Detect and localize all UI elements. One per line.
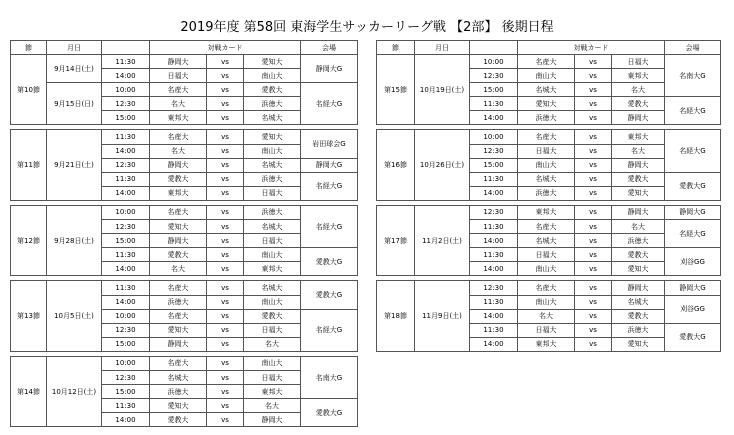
kickoff-time: 11:30 <box>102 399 150 413</box>
away-team: 南山大 <box>244 144 301 158</box>
vs-label: vs <box>207 413 244 427</box>
kickoff-time: 14:00 <box>470 234 518 248</box>
vs-label: vs <box>207 309 244 323</box>
away-team: 名城大 <box>612 295 665 309</box>
away-team: 愛知大 <box>612 337 665 351</box>
home-team: 名産大 <box>150 205 207 219</box>
kickoff-time: 12:30 <box>102 220 150 234</box>
vs-label: vs <box>207 130 244 144</box>
home-team: 愛知大 <box>518 97 575 111</box>
vs-label: vs <box>207 323 244 337</box>
vs-label: vs <box>207 144 244 158</box>
vs-label: vs <box>207 205 244 219</box>
away-team: 日福大 <box>244 370 301 384</box>
kickoff-time: 14:00 <box>102 69 150 83</box>
table-header-row <box>11 41 358 55</box>
home-team: 静岡大 <box>150 55 207 69</box>
round-label: 第12節 <box>11 205 47 275</box>
match-date: 11月9日(土) <box>415 281 470 351</box>
schedule-table-right <box>376 40 721 352</box>
vs-label: vs <box>207 158 244 172</box>
kickoff-time: 15:00 <box>470 158 518 172</box>
away-team: 日福大 <box>612 55 665 69</box>
venue: 名経大G <box>301 205 358 247</box>
vs-label: vs <box>575 83 612 97</box>
away-team: 日福大 <box>244 186 301 200</box>
vs-label: vs <box>207 399 244 413</box>
venue: 名経大G <box>301 172 358 200</box>
home-team: 東邦大 <box>518 337 575 351</box>
kickoff-time: 14:00 <box>102 413 150 427</box>
kickoff-time: 12:30 <box>470 69 518 83</box>
home-team: 名城大 <box>518 83 575 97</box>
match-date: 9月15日(日) <box>47 83 102 125</box>
vs-label: vs <box>207 356 244 370</box>
home-team: 名産大 <box>518 55 575 69</box>
vs-label: vs <box>575 111 612 125</box>
match-date: 10月12日(土) <box>47 356 102 426</box>
match-date: 9月28日(土) <box>47 205 102 275</box>
header-round: 節 <box>377 41 415 55</box>
away-team: 南山大 <box>244 248 301 262</box>
kickoff-time: 10:00 <box>102 309 150 323</box>
vs-label: vs <box>207 97 244 111</box>
away-team: 愛教大 <box>612 172 665 186</box>
home-team: 浜徳大 <box>150 385 207 399</box>
away-team: 名城大 <box>244 220 301 234</box>
away-team: 浜徳大 <box>612 323 665 337</box>
vs-label: vs <box>575 172 612 186</box>
match-row <box>11 130 358 144</box>
home-team: 名産大 <box>150 309 207 323</box>
kickoff-time: 14:00 <box>102 295 150 309</box>
home-team: 南山大 <box>518 158 575 172</box>
away-team: 南山大 <box>244 295 301 309</box>
vs-label: vs <box>575 158 612 172</box>
home-team: 日福大 <box>518 323 575 337</box>
venue: 静岡大G <box>665 205 721 219</box>
away-team: 愛教大 <box>612 97 665 111</box>
away-team: 名城大 <box>244 111 301 125</box>
kickoff-time: 11:30 <box>470 323 518 337</box>
vs-label: vs <box>207 83 244 97</box>
venue: 愛教大G <box>665 323 721 351</box>
header-date: 月日 <box>47 41 102 55</box>
vs-label: vs <box>575 55 612 69</box>
vs-label: vs <box>207 248 244 262</box>
home-team: 南山大 <box>518 295 575 309</box>
away-team: 愛教大 <box>612 248 665 262</box>
vs-label: vs <box>207 111 244 125</box>
match-date: 11月2日(土) <box>415 205 470 275</box>
home-team: 浜徳大 <box>518 186 575 200</box>
kickoff-time: 14:00 <box>470 337 518 351</box>
kickoff-time: 12:30 <box>102 97 150 111</box>
match-date: 10月26日(土) <box>415 130 470 200</box>
away-team: 浜徳大 <box>244 172 301 186</box>
match-row <box>11 281 358 295</box>
kickoff-time: 15:00 <box>102 385 150 399</box>
venue: 静岡大G <box>665 281 721 295</box>
vs-label: vs <box>575 309 612 323</box>
kickoff-time: 12:30 <box>102 323 150 337</box>
match-date: 9月14日(土) <box>47 55 102 83</box>
match-row <box>11 205 358 219</box>
venue: 名経大G <box>665 130 721 172</box>
away-team: 愛教大 <box>244 309 301 323</box>
schedule-table-left <box>10 40 358 427</box>
round-label: 第14節 <box>11 356 47 426</box>
home-team: 愛知大 <box>150 323 207 337</box>
away-team: 南山大 <box>244 356 301 370</box>
kickoff-time: 14:00 <box>470 262 518 276</box>
venue: 刈谷GG <box>665 295 721 323</box>
venue: 名南大G <box>301 356 358 398</box>
vs-label: vs <box>207 69 244 83</box>
away-team: 浜徳大 <box>612 234 665 248</box>
vs-label: vs <box>575 186 612 200</box>
away-team: 愛知大 <box>244 55 301 69</box>
home-team: 名産大 <box>518 220 575 234</box>
away-team: 浜徳大 <box>244 205 301 219</box>
kickoff-time: 11:30 <box>470 172 518 186</box>
vs-label: vs <box>575 295 612 309</box>
kickoff-time: 12:30 <box>470 281 518 295</box>
vs-label: vs <box>575 234 612 248</box>
table-header-row <box>377 41 721 55</box>
schedule-body-left <box>11 55 358 427</box>
venue: 名経大G <box>301 83 358 125</box>
home-team: 南山大 <box>518 262 575 276</box>
vs-label: vs <box>207 55 244 69</box>
home-team: 名城大 <box>518 172 575 186</box>
kickoff-time: 10:00 <box>102 83 150 97</box>
away-team: 東邦大 <box>612 69 665 83</box>
home-team: 名大 <box>150 144 207 158</box>
away-team: 浜徳大 <box>244 97 301 111</box>
away-team: 静岡大 <box>612 158 665 172</box>
kickoff-time: 12:30 <box>470 205 518 219</box>
kickoff-time: 14:00 <box>102 186 150 200</box>
vs-label: vs <box>575 220 612 234</box>
vs-label: vs <box>207 370 244 384</box>
match-row <box>377 130 721 144</box>
header-matchup: 対戦カード <box>518 41 665 55</box>
vs-label: vs <box>575 130 612 144</box>
away-team: 名城大 <box>244 281 301 295</box>
match-date: 10月19日(土) <box>415 55 470 125</box>
vs-label: vs <box>207 220 244 234</box>
kickoff-time: 12:30 <box>102 158 150 172</box>
away-team: 愛知大 <box>612 186 665 200</box>
vs-label: vs <box>207 281 244 295</box>
header-venue: 会場 <box>301 41 358 55</box>
round-label: 第13節 <box>11 281 47 351</box>
kickoff-time: 14:00 <box>470 111 518 125</box>
away-team: 愛知大 <box>612 262 665 276</box>
away-team: 名大 <box>244 337 301 351</box>
kickoff-time: 10:00 <box>470 55 518 69</box>
round-label: 第10節 <box>11 55 47 125</box>
vs-label: vs <box>207 295 244 309</box>
vs-label: vs <box>575 281 612 295</box>
kickoff-time: 10:00 <box>470 130 518 144</box>
match-row <box>11 356 358 370</box>
away-team: 静岡大 <box>612 281 665 295</box>
kickoff-time: 15:00 <box>102 337 150 351</box>
vs-label: vs <box>575 144 612 158</box>
venue: 愛教大G <box>665 172 721 200</box>
kickoff-time: 11:30 <box>102 172 150 186</box>
kickoff-time: 11:30 <box>102 130 150 144</box>
home-team: 名城大 <box>518 234 575 248</box>
kickoff-time: 11:30 <box>102 248 150 262</box>
match-row <box>377 281 721 295</box>
venue: 愛教大G <box>301 399 358 427</box>
home-team: 日福大 <box>518 248 575 262</box>
match-date: 10月5日(土) <box>47 281 102 351</box>
vs-label: vs <box>575 337 612 351</box>
kickoff-time: 11:30 <box>470 220 518 234</box>
kickoff-time: 11:30 <box>470 97 518 111</box>
away-team: 東邦大 <box>612 130 665 144</box>
venue: 愛教大G <box>301 281 358 309</box>
venue: 岩田球会G <box>301 130 358 158</box>
away-team: 名大 <box>244 399 301 413</box>
away-team: 東邦大 <box>244 262 301 276</box>
home-team: 名産大 <box>150 83 207 97</box>
round-label: 第16節 <box>377 130 415 200</box>
home-team: 名産大 <box>150 356 207 370</box>
away-team: 名大 <box>612 220 665 234</box>
venue: 静岡大G <box>301 158 358 172</box>
round-label: 第15節 <box>377 55 415 125</box>
kickoff-time: 15:00 <box>102 111 150 125</box>
kickoff-time: 14:00 <box>470 309 518 323</box>
match-row <box>11 83 358 97</box>
kickoff-time: 10:00 <box>102 356 150 370</box>
away-team: 愛教大 <box>244 83 301 97</box>
kickoff-time: 10:00 <box>102 205 150 219</box>
round-label: 第18節 <box>377 281 415 351</box>
kickoff-time: 11:30 <box>470 295 518 309</box>
kickoff-time: 12:30 <box>102 370 150 384</box>
kickoff-time: 11:30 <box>102 281 150 295</box>
away-team: 名城大 <box>244 158 301 172</box>
away-team: 静岡大 <box>612 111 665 125</box>
vs-label: vs <box>575 262 612 276</box>
away-team: 日福大 <box>244 234 301 248</box>
match-date: 9月21日(土) <box>47 130 102 200</box>
kickoff-time: 15:00 <box>102 234 150 248</box>
match-row <box>377 55 721 69</box>
home-team: 愛教大 <box>150 413 207 427</box>
vs-label: vs <box>575 248 612 262</box>
header-date: 月日 <box>415 41 470 55</box>
vs-label: vs <box>207 337 244 351</box>
venue: 名経大G <box>665 220 721 248</box>
away-team: 静岡大 <box>244 413 301 427</box>
home-team: 名産大 <box>150 130 207 144</box>
home-team: 愛知大 <box>150 220 207 234</box>
home-team: 日福大 <box>518 144 575 158</box>
away-team: 名大 <box>612 144 665 158</box>
venue: 名南大G <box>665 55 721 97</box>
home-team: 東邦大 <box>150 186 207 200</box>
kickoff-time: 14:00 <box>470 186 518 200</box>
vs-label: vs <box>575 97 612 111</box>
home-team: 東邦大 <box>150 111 207 125</box>
vs-label: vs <box>575 205 612 219</box>
home-team: 日福大 <box>150 69 207 83</box>
home-team: 名城大 <box>150 370 207 384</box>
vs-label: vs <box>207 385 244 399</box>
vs-label: vs <box>575 323 612 337</box>
vs-label: vs <box>207 234 244 248</box>
venue: 名経大G <box>665 97 721 125</box>
home-team: 名大 <box>150 262 207 276</box>
home-team: 浜徳大 <box>150 295 207 309</box>
venue: 静岡大G <box>301 55 358 83</box>
kickoff-time: 12:30 <box>470 144 518 158</box>
home-team: 愛教大 <box>150 172 207 186</box>
home-team: 静岡大 <box>150 337 207 351</box>
home-team: 名大 <box>518 309 575 323</box>
round-label: 第11節 <box>11 130 47 200</box>
home-team: 名産大 <box>150 281 207 295</box>
venue: 名経大G <box>301 309 358 351</box>
header-venue: 会場 <box>665 41 721 55</box>
home-team: 東邦大 <box>518 205 575 219</box>
venue: 愛教大G <box>301 248 358 276</box>
kickoff-time: 11:30 <box>102 55 150 69</box>
vs-label: vs <box>207 172 244 186</box>
kickoff-time: 11:30 <box>470 248 518 262</box>
away-team: 静岡大 <box>612 205 665 219</box>
vs-label: vs <box>207 186 244 200</box>
away-team: 日福大 <box>244 323 301 337</box>
home-team: 静岡大 <box>150 234 207 248</box>
away-team: 愛教大 <box>612 309 665 323</box>
vs-label: vs <box>575 69 612 83</box>
away-team: 南山大 <box>244 69 301 83</box>
home-team: 静岡大 <box>150 158 207 172</box>
venue: 刈谷GG <box>665 248 721 276</box>
kickoff-time: 14:00 <box>102 262 150 276</box>
kickoff-time: 14:00 <box>102 144 150 158</box>
home-team: 名産大 <box>518 281 575 295</box>
match-row <box>377 205 721 219</box>
header-matchup: 対戦カード <box>150 41 301 55</box>
home-team: 愛教大 <box>150 248 207 262</box>
home-team: 浜徳大 <box>518 111 575 125</box>
match-row <box>11 55 358 69</box>
home-team: 名産大 <box>518 130 575 144</box>
page-title: 2019年度 第58回 東海学生サッカーリーグ戦 【2部】 後期日程 <box>180 20 554 35</box>
away-team: 東邦大 <box>244 385 301 399</box>
home-team: 名大 <box>150 97 207 111</box>
vs-label: vs <box>207 262 244 276</box>
header-round: 節 <box>11 41 47 55</box>
away-team: 名大 <box>612 83 665 97</box>
schedule-body-right <box>377 55 721 352</box>
kickoff-time: 15:00 <box>470 83 518 97</box>
home-team: 愛知大 <box>150 399 207 413</box>
away-team: 愛知大 <box>244 130 301 144</box>
round-label: 第17節 <box>377 205 415 275</box>
home-team: 南山大 <box>518 69 575 83</box>
